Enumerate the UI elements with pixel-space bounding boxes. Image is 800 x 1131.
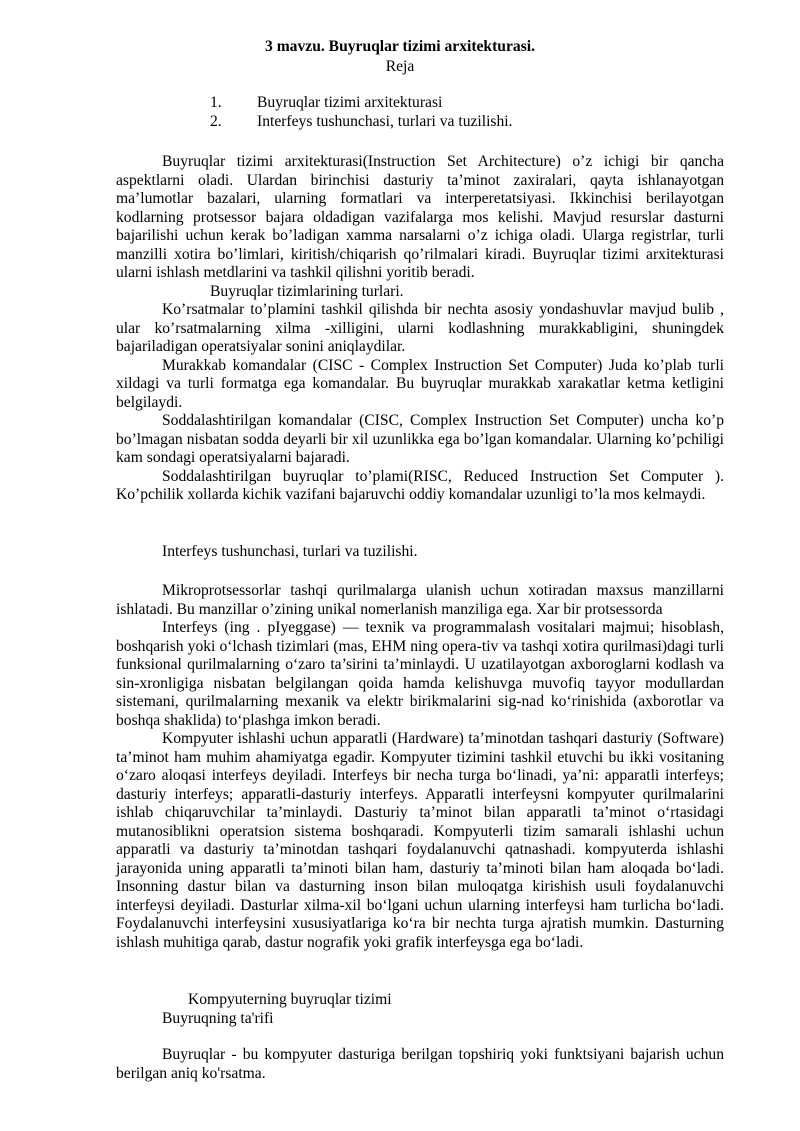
body-block-2 xyxy=(116,543,724,562)
paragraph-cisc: Murakkab komandalar (CISC - Complex Instruction Set Computer) Juda ko’plab turli xildagi va turli formatga ega komandalar. Bu buyruqlar murakkab xarakatlar ketma ketligini belgilaydi. xyxy=(116,356,724,411)
paragraph-microprocessors: Mikroprotsessorlar tashqi qurilmalarga ulanish uchun xotiradan maxsus manzillarni ishlatadi. Bu manzillar o’zining unikal nomerlanish manziliga ega. Xar bir protsessorda xyxy=(116,582,724,618)
section-heading-command-definition: Buyruqning ta'rifi xyxy=(162,1009,274,1027)
paragraph-simplified: Soddalashtirilgan komandalar (CISC, Complex Instruction Set Computer) uncha ko’p bo’lmagan nisbatan sodda deyarli bir xil uzunlikka ega bo’lgan komandalar. Ularning ko’pchiligi kam sondagi operatsiyalarni bajaradi. xyxy=(116,412,724,466)
section-heading-interface: Interfeys tushunchasi, turlari va tuzilishi. xyxy=(162,543,418,560)
plan-list xyxy=(210,94,513,132)
body-block-1 xyxy=(116,153,724,505)
body-block-3 xyxy=(116,582,724,952)
plan-item xyxy=(210,94,513,113)
plan-item-text: Buyruqlar tizimi arxitekturasi xyxy=(257,94,443,111)
document-title: 3 mavzu. Buyruqlar tizimi arxitekturasi. xyxy=(265,38,535,55)
subheading-command-system: Kompyuterning buyruqlar tizimi xyxy=(188,991,392,1008)
subheading-isa-types: Buyruqlar tizimlarining turlari. xyxy=(210,282,404,300)
paragraph-approaches: Ko’rsatmalar to’plamini tashkil qilishda bir nechta asosiy yondashuvlar mavjud bulib , ular ko’rsatmalarning xilma -xilligini, ularni kodlashning murakkabligini, shuningdek bajariladigan operatsiyalar sonini aniqlaydilar. xyxy=(116,301,724,355)
paragraph-risc: Soddalashtirilgan buyruqlar to’plami(RISC, Reduced Instruction Set Computer ). Ko’pchilik xollarda kichik vazifani bajaruvchi oddiy komandalar uzunligi to’la mos kelmaydi. xyxy=(116,467,724,503)
plan-item-text: Interfeys tushunchasi, turlari va tuzilishi. xyxy=(257,113,513,130)
paragraph-interface-definition: Interfeys (ing . pIyeggase) — texnik va programmalash vositalari majmui; hisoblash, boshqarish yoki o‘lchash tizimlari (mas, EHM ning opera-tiv va tashqi xotira qurilmasi)dagi turli funksional qurilmalarning o‘zaro ta’sirini ta’minlaydi. U uzatilayotgan axboroglarni kodlash va sin-xronligiga nisbatan belgilangan qoida hamda kelishuvga muvofiq tayyor modullardan sistemani, qurilmalarning mexanik va elektr birikmalarini sig-nad ko‘rinishida (axborotlar va boshqa shaklida) to‘plashga imkon beradi. xyxy=(116,619,724,729)
plan-item xyxy=(210,113,513,132)
paragraph-hardware-software: Kompyuter ishlashi uchun apparatli (Hardware) ta’minotdan tashqari dasturiy (Software) ta’minot ham muhim ahamiyatga egadir. Kompyuter tizimini tashkil etuvchi bu ikki vositaning o‘zaro aloqasi interfeys deyiladi. Interfeys bir necha turga bo‘linadi, ya’ni: apparatli interfeys; dasturiy interfeys; apparatli-dasturiy interfeys. Apparatli interfeysni kompyuter qurilmalarini ishlab chiqaruvchilar ta’minlaydi. Dasturiy ta’minot bilan apparatli ta’minot o‘rtasidagi mutanosiblikni operatsion sistema boshqaradi. Kompyuterli tizim samarali ishlashi uchun apparatli va dasturiy ta’minotdan tashqari foydalanuvchi qatnashadi. kompyuterda ishlashi jarayonida uning apparatli ta’minoti bilan ham, dasturiy ta’minoti bilan ham aloqada bo‘ladi. Insonning dastur bilan va dasturning inson bilan muloqatga kirishish usuli foydalanuvchi interfeysi deyiladi. Dasturlar xilma-xil bo‘lgani uchun ularning interfeysi ham turlicha bo‘ladi. Foydalanuvchi interfeysini xususiyatlariga ko‘ra bir nechta turga ajratish mumkin. Dasturning ishlash muhitiga qarab, dastur nografik yoki grafik interfeysga ega bo‘ladi. xyxy=(116,730,724,951)
plan-item-number: 1. xyxy=(210,94,222,111)
body-block-4 xyxy=(116,991,724,1028)
body-block-5 xyxy=(116,1046,724,1083)
plan-item-number: 2. xyxy=(210,113,222,130)
paragraph-isa-intro: Buyruqlar tizimi arxitekturasi(Instruction Set Architecture) o’z ichigi bir qancha aspektlarni oladi. Ulardan birinchisi dasturiy ta’minot zaxiralari, qayta ishlanayotgan ma’lumotlar bazalari, ularning formatlari va interperetatsiyasi. Ikkinchisi berilayotgan kodlarning protsessor bajara oldadigan vazifalarga mos kelishi. Mavjud resurslar dasturni bajarilishi uchun kerak bo’ladigan xamma narsalarni o’z ichiga oladi. Ularga registrlar, turli manzilli xotira bo’limlari, kiritish/chiqarish qo’rilmalari kiradi. Buyruqlar tizimi arxitekturasi ularni ishlash metdlarini va tashkil qilishni yoritib beradi. xyxy=(116,153,724,281)
paragraph-command-definition: Buyruqlar - bu kompyuter dasturiga berilgan topshiriq yoki funktsiyani bajarish uchun berilgan aniq ko'rsatma. xyxy=(116,1046,724,1082)
plan-label: Reja xyxy=(385,58,415,75)
